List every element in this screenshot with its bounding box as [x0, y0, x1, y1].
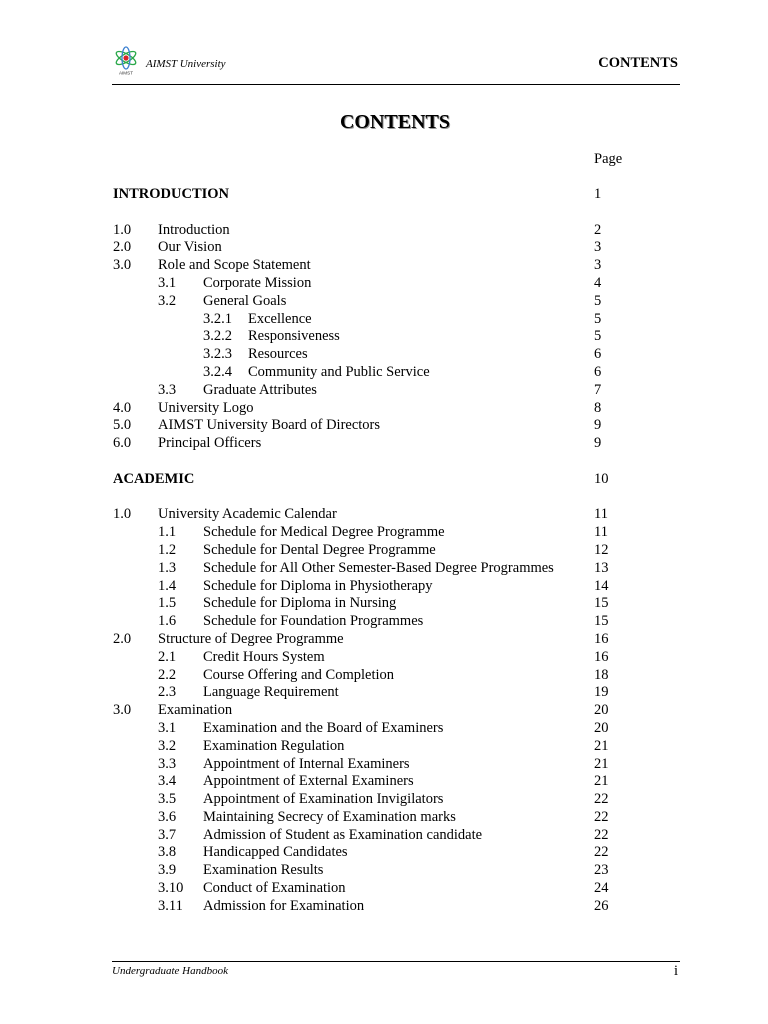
toc-page-number: 22 — [594, 791, 609, 808]
toc-entry-number: 3.3 — [158, 381, 177, 398]
toc-row — [0, 275, 768, 293]
toc-row — [0, 738, 768, 756]
toc-page-number: 9 — [594, 417, 602, 434]
toc-entry-number: 3.1 — [158, 274, 177, 291]
toc-entry-title: Course Offering and Completion — [203, 666, 395, 683]
page-title: CONTENTS — [339, 111, 451, 133]
toc-row — [0, 400, 768, 418]
toc-row — [0, 649, 768, 667]
toc-entry-title: Schedule for Foundation Programmes — [203, 613, 424, 630]
toc-page-number: 20 — [594, 702, 609, 719]
toc-entry-title: Schedule for Diploma in Physiotherapy — [203, 577, 433, 594]
table-of-contents — [0, 186, 768, 916]
toc-entry-number: 1.0 — [113, 506, 132, 523]
toc-entry-title: Corporate Mission — [203, 274, 312, 291]
toc-row — [0, 684, 768, 702]
toc-entry-title: Responsiveness — [248, 328, 340, 345]
toc-row — [0, 791, 768, 809]
toc-page-number: 15 — [594, 595, 609, 612]
page-footer — [112, 961, 680, 979]
toc-entry-title: Language Requirement — [203, 684, 339, 701]
toc-row — [0, 702, 768, 720]
footer-document-title: Undergraduate Handbook — [112, 965, 228, 977]
toc-page-number: 11 — [594, 506, 608, 523]
toc-entry-title: Role and Scope Statement — [158, 257, 311, 274]
toc-page-number: 23 — [594, 862, 609, 879]
toc-row — [0, 667, 768, 685]
toc-entry-title: Handicapped Candidates — [203, 844, 348, 861]
toc-entry-title: Examination Regulation — [203, 737, 345, 754]
toc-page-number: 3 — [594, 257, 602, 274]
toc-entry-title: Conduct of Examination — [203, 880, 346, 897]
university-name: AIMST University — [146, 58, 226, 70]
toc-entry-number: 6.0 — [113, 435, 132, 452]
toc-row — [0, 773, 768, 791]
toc-entry-number: 1.3 — [158, 559, 177, 576]
toc-entry-number: 3.2.2 — [203, 328, 232, 345]
toc-page-number: 2 — [594, 221, 602, 238]
toc-page-number: 1 — [594, 186, 602, 202]
toc-row — [0, 880, 768, 898]
toc-entry-number: 5.0 — [113, 417, 132, 434]
toc-entry-title: Our Vision — [158, 239, 222, 256]
toc-row — [0, 542, 768, 560]
toc-entry-number: 3.8 — [158, 844, 177, 861]
toc-entry-number: 2.0 — [113, 239, 132, 256]
toc-entry-number: 3.2.4 — [203, 363, 232, 380]
toc-entry-number: 2.3 — [158, 684, 177, 701]
toc-row — [0, 898, 768, 916]
toc-row — [0, 435, 768, 453]
toc-entry-title: Examination Results — [203, 862, 324, 879]
toc-page-number: 22 — [594, 844, 609, 861]
toc-page-number: 21 — [594, 773, 609, 790]
toc-page-number: 10 — [594, 470, 609, 487]
logo-text: AIMST — [118, 70, 134, 76]
toc-section-title: ACADEMIC — [113, 470, 195, 487]
toc-entry-number: 3.3 — [158, 755, 177, 772]
aimst-logo-icon — [112, 46, 140, 76]
toc-entry-number: 2.2 — [158, 666, 177, 683]
toc-row — [0, 631, 768, 649]
toc-entry-number: 3.1 — [158, 719, 177, 736]
toc-page-number: 22 — [594, 808, 609, 825]
toc-entry-title: Excellence — [248, 310, 312, 327]
toc-entry-title: Schedule for All Other Semester-Based Degree Programmes — [203, 559, 554, 576]
toc-page-number: 4 — [594, 274, 602, 291]
toc-entry-title: Structure of Degree Programme — [158, 630, 344, 647]
toc-entry-title: University Logo — [158, 399, 254, 416]
toc-entry-title: AIMST University Board of Directors — [158, 417, 381, 434]
toc-page-number: 26 — [594, 897, 609, 914]
toc-page-number: 5 — [594, 310, 602, 327]
footer-page-number: i — [673, 963, 678, 979]
toc-entry-title: University Academic Calendar — [158, 506, 337, 523]
toc-entry-title: Community and Public Service — [248, 363, 430, 380]
toc-row — [0, 311, 768, 329]
toc-entry-title: Schedule for Diploma in Nursing — [203, 595, 397, 612]
toc-entry-number: 3.7 — [158, 826, 177, 843]
toc-row — [0, 595, 768, 613]
toc-page-number: 13 — [594, 559, 609, 576]
toc-page-number: 11 — [594, 524, 608, 541]
toc-row — [0, 827, 768, 845]
toc-entry-number: 3.0 — [113, 257, 132, 274]
toc-section-row — [0, 186, 768, 204]
toc-entry-title: Introduction — [158, 221, 230, 238]
toc-row — [0, 560, 768, 578]
toc-entry-title: Principal Officers — [158, 435, 262, 452]
page-header — [112, 46, 680, 85]
toc-row — [0, 293, 768, 311]
toc-row — [0, 809, 768, 827]
toc-row — [0, 506, 768, 524]
toc-entry-title: Admission of Student as Examination candidate — [203, 826, 483, 843]
toc-entry-number: 1.0 — [113, 221, 132, 238]
toc-entry-title: Examination — [158, 702, 233, 719]
toc-row — [0, 417, 768, 435]
toc-page-number: 3 — [594, 239, 602, 256]
toc-entry-number: 4.0 — [113, 399, 132, 416]
toc-entry-title: Appointment of Examination Invigilators — [203, 791, 444, 808]
toc-row — [0, 756, 768, 774]
toc-entry-number: 1.2 — [158, 541, 177, 558]
toc-row — [0, 524, 768, 542]
toc-entry-title: Maintaining Secrecy of Examination marks — [203, 808, 456, 825]
toc-entry-number: 2.0 — [113, 630, 132, 647]
toc-row — [0, 346, 768, 364]
toc-row — [0, 844, 768, 862]
toc-page-number: 14 — [594, 577, 609, 594]
toc-entry-title: Schedule for Medical Degree Programme — [203, 524, 445, 541]
toc-page-number: 22 — [594, 826, 609, 843]
toc-page-number: 19 — [594, 684, 609, 701]
toc-row — [0, 222, 768, 240]
toc-entry-number: 3.6 — [158, 808, 177, 825]
header-section-title: CONTENTS — [598, 55, 678, 71]
toc-entry-number: 3.0 — [113, 702, 132, 719]
toc-entry-number: 3.2 — [158, 292, 177, 309]
toc-entry-number: 3.2 — [158, 737, 177, 754]
toc-row — [0, 720, 768, 738]
toc-entry-number: 1.5 — [158, 595, 177, 612]
toc-page-number: 6 — [594, 346, 602, 363]
toc-row — [0, 364, 768, 382]
toc-page-number: 8 — [594, 399, 602, 416]
toc-entry-number: 1.4 — [158, 577, 177, 594]
toc-entry-title: Credit Hours System — [203, 648, 325, 665]
toc-entry-title: Admission for Examination — [203, 897, 365, 914]
toc-row — [0, 382, 768, 400]
toc-page-number: 24 — [594, 880, 609, 897]
toc-entry-number: 3.5 — [158, 791, 177, 808]
toc-entry-number: 2.1 — [158, 648, 177, 665]
toc-row — [0, 862, 768, 880]
toc-page-number: 16 — [594, 630, 609, 647]
toc-page-number: 6 — [594, 363, 602, 380]
toc-entry-number: 3.2.1 — [203, 310, 232, 327]
toc-page-number: 16 — [594, 648, 609, 665]
toc-entry-title: Examination and the Board of Examiners — [203, 719, 444, 736]
toc-entry-title: Appointment of Internal Examiners — [203, 755, 410, 772]
toc-entry-title: Resources — [248, 346, 308, 363]
toc-entry-number: 3.10 — [158, 880, 184, 897]
toc-entry-number: 1.1 — [158, 524, 177, 541]
page-column-heading: Page — [594, 151, 623, 167]
toc-entry-title: Graduate Attributes — [203, 381, 317, 398]
toc-entry-title: General Goals — [203, 292, 287, 309]
toc-page-number: 20 — [594, 719, 609, 736]
toc-section-row — [0, 471, 768, 489]
toc-page-number: 18 — [594, 666, 609, 683]
toc-page-number: 12 — [594, 541, 609, 558]
toc-row — [0, 578, 768, 596]
toc-row — [0, 257, 768, 275]
toc-entry-title: Appointment of External Examiners — [203, 773, 414, 790]
toc-row — [0, 613, 768, 631]
toc-page-number: 9 — [594, 435, 602, 452]
toc-page-number: 5 — [594, 328, 602, 345]
toc-entry-number: 3.11 — [158, 897, 183, 914]
toc-entry-number: 3.9 — [158, 862, 177, 879]
toc-row — [0, 328, 768, 346]
toc-page-number: 15 — [594, 613, 609, 630]
toc-entry-number: 3.2.3 — [203, 346, 232, 363]
toc-page-number: 21 — [594, 755, 609, 772]
toc-page-number: 21 — [594, 737, 609, 754]
toc-entry-title: Schedule for Dental Degree Programme — [203, 541, 436, 558]
toc-entry-number: 3.4 — [158, 773, 177, 790]
toc-page-number: 7 — [594, 381, 602, 398]
toc-section-title: INTRODUCTION — [113, 186, 230, 202]
toc-entry-number: 1.6 — [158, 613, 177, 630]
toc-page-number: 5 — [594, 292, 602, 309]
toc-row — [0, 239, 768, 257]
